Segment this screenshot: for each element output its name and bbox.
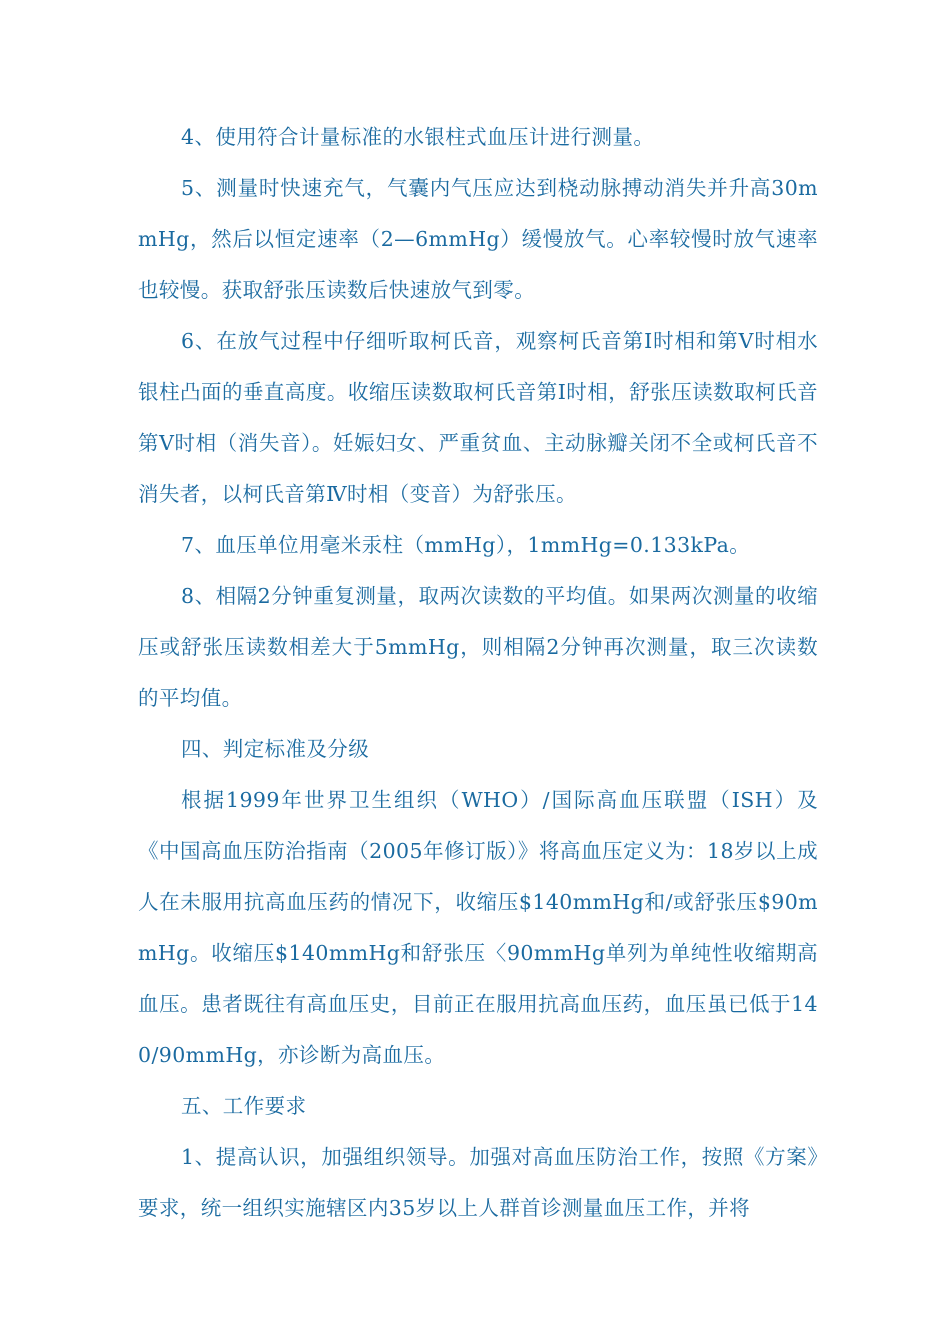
section-heading-requirements: 五、工作要求 xyxy=(181,1094,307,1118)
paragraph-criteria-definition: 根据1999年世界卫生组织（WHO）/国际高血压联盟（ISH）及《中国高血压防治指南（2005年修订版）》将高血压定义为：18岁以上成人在未服用抗高血压药的情况下，收缩压$140mmHg和/或舒张压$90mmHg。收缩压$140mmHg和舒张压〈90mmHg单列为单纯性收缩期高血压。患者既往有高血压史，目前正在服用抗高血压药，血压虽已低于140/90mmHg，亦诊断为高血压。 xyxy=(138,788,818,1067)
section-heading-criteria: 四、判定标准及分级 xyxy=(181,737,370,761)
document-body xyxy=(138,112,818,1234)
paragraph-step-7: 7、血压单位用毫米汞柱（mmHg），1mmHg=0.133kPa。 xyxy=(181,533,751,557)
paragraph-step-6: 6、在放气过程中仔细听取柯氏音，观察柯氏音第Ⅰ时相和第Ⅴ时相水银柱凸面的垂直高度。收缩压读数取柯氏音第Ⅰ时相，舒张压读数取柯氏音第Ⅴ时相（消失音）。妊娠妇女、严重贫血、主动脉瓣关闭不全或柯氏音不消失者，以柯氏音第Ⅳ时相（变音）为舒张压。 xyxy=(138,329,818,506)
paragraph-step-5: 5、测量时快速充气，气囊内气压应达到桡动脉搏动消失并升高30mmHg，然后以恒定速率（2—6mmHg）缓慢放气。心率较慢时放气速率也较慢。获取舒张压读数后快速放气到零。 xyxy=(138,176,818,302)
paragraph-step-8: 8、相隔2分钟重复测量，取两次读数的平均值。如果两次测量的收缩压或舒张压读数相差大于5mmHg，则相隔2分钟再次测量，取三次读数的平均值。 xyxy=(138,584,818,710)
paragraph-requirement-1: 1、提高认识，加强组织领导。加强对高血压防治工作，按照《方案》要求，统一组织实施辖区内35岁以上人群首诊测量血压工作，并将 xyxy=(138,1145,818,1220)
paragraph-step-4: 4、使用符合计量标准的水银柱式血压计进行测量。 xyxy=(181,125,655,149)
